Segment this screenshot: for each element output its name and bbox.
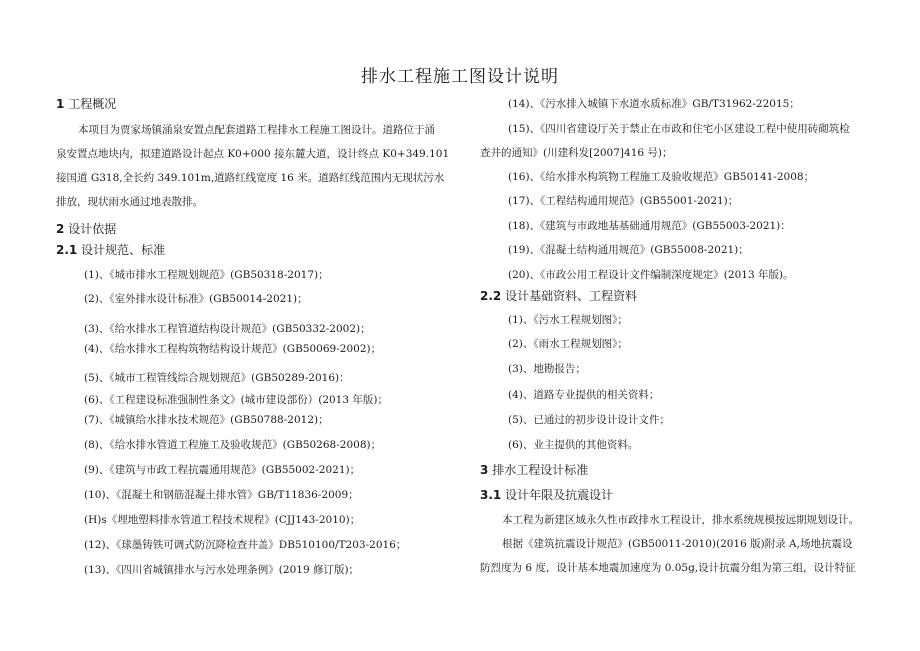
list-item: (16)、《给水排水构筑物工程施工及验收规范》GB50141-2008； bbox=[508, 171, 815, 183]
list-item: (9)、《建筑与市政工程抗震通用规范》(GB55002-2021)； bbox=[84, 464, 361, 476]
section-heading-3-1: 3.1 设计年限及抗震设计 bbox=[480, 488, 614, 502]
list-item: (18)、《建筑与市政地基基础通用规范》(GB55003-2021)： bbox=[508, 220, 791, 232]
list-item: (6)、业主提供的其他资料。 bbox=[508, 439, 639, 451]
section-heading-1: 1 工程概况 bbox=[56, 97, 117, 111]
list-item: (2)、《雨水工程规划图》； bbox=[508, 338, 628, 350]
list-item: (8)、《给水排水管道工程施工及验收规范》(GB50268-2008)； bbox=[84, 439, 382, 451]
paragraph-line: 本项目为贾家场镇涌泉安置点配套道路工程排水工程施工图设计。道路位于涌 bbox=[78, 124, 435, 136]
paragraph-line: 接国道 G318,全长约 349.101m,道路红线宽度 16 米。道路红线范围内无现状污水 bbox=[56, 172, 445, 184]
list-item: (15)、《四川省建设厅关于禁止在市政和住宅小区建设工程中使用砖砌筑检 bbox=[508, 123, 850, 135]
list-item: (20)、《市政公用工程设计文件编制深度规定》(2013 年版)。 bbox=[508, 269, 794, 281]
list-item-continuation: 查井的通知》(川建科发[2007]416 号)； bbox=[480, 147, 673, 159]
list-item: (3)、地勘报告； bbox=[508, 363, 586, 375]
list-item: (4)、道路专业提供的相关资料； bbox=[508, 389, 660, 401]
list-item: (13)、《四川省城镇排水与污水处理条例》(2019 修订版)； bbox=[84, 564, 360, 576]
paragraph-line: 排放，现状雨水通过地表散排。 bbox=[56, 196, 203, 208]
list-item: (7)、《城镇给水排水技术规范》(GB50788-2012)； bbox=[84, 414, 329, 426]
list-item: (1)、《污水工程规划图》； bbox=[508, 314, 628, 326]
list-item: (5)、已通过的初步设计设计文件； bbox=[508, 414, 670, 426]
list-item: (2)、《室外排水设计标准》(GB50014-2021)； bbox=[84, 293, 308, 305]
list-item: (19)、《混凝土结构通用规范》(GB55008-2021)； bbox=[508, 244, 749, 256]
section-heading-3: 3 排水工程设计标准 bbox=[480, 463, 589, 477]
list-item: (6)、《工程建设标准强制性条文》(城市建设部份）(2013 年版)； bbox=[84, 394, 388, 406]
list-item: (5)、《城市工程管线综合规划规范》(GB50289-2016)： bbox=[84, 372, 350, 384]
list-item: (12)、《球墨铸铁可调式防沉降检查井盖》DB510100/T203-2016； bbox=[84, 539, 407, 551]
section-heading-2-2: 2.2 设计基础资料、工程资料 bbox=[480, 289, 638, 303]
paragraph-line: 本工程为新建区域永久性市政排水工程设计，排水系统规模按远期规划设计。 bbox=[502, 514, 859, 526]
paragraph-line: 泉安置点地块内，拟建道路设计起点 K0+000 接东麓大道，设计终点 K0+349.101 bbox=[56, 148, 450, 160]
paragraph-line: 防烈度为 6 度，设计基本地震加速度为 0.05g,设计抗震分组为第三组，设计特征 bbox=[480, 562, 856, 574]
list-item: (H)s《埋地塑料排水管道工程技术规程》(CJJ143-2010)； bbox=[84, 514, 361, 526]
list-item: (3)、《给水排水工程管道结构设计规范》(GB50332-2002)； bbox=[84, 323, 371, 335]
list-item: (17)、《工程结构通用规范》(GB55001-2021)； bbox=[508, 195, 739, 207]
list-item: (4)、《给水排水工程构筑物结构设计规范》(GB50069-2002)； bbox=[84, 343, 382, 355]
list-item: (10)、《混凝土和钢筋混凝土排水管》GB/T11836-2009； bbox=[84, 489, 359, 501]
section-heading-2: 2 设计依据 bbox=[56, 222, 117, 236]
list-item: (1)、《城市排水工程规划规范》(GB50318-2017)； bbox=[84, 269, 329, 281]
paragraph-line: 根据《建筑抗震设计规范》(GB50011-2010)(2016 版)附录 A,场地抗震设 bbox=[502, 538, 853, 550]
list-item: (14)、《污水排入城镇下水道水质标准》GB/T31962-22015； bbox=[508, 98, 800, 110]
section-heading-2-1: 2.1 设计规范、标准 bbox=[56, 243, 166, 257]
page-title: 排水工程施工图设计说明 bbox=[361, 67, 559, 87]
